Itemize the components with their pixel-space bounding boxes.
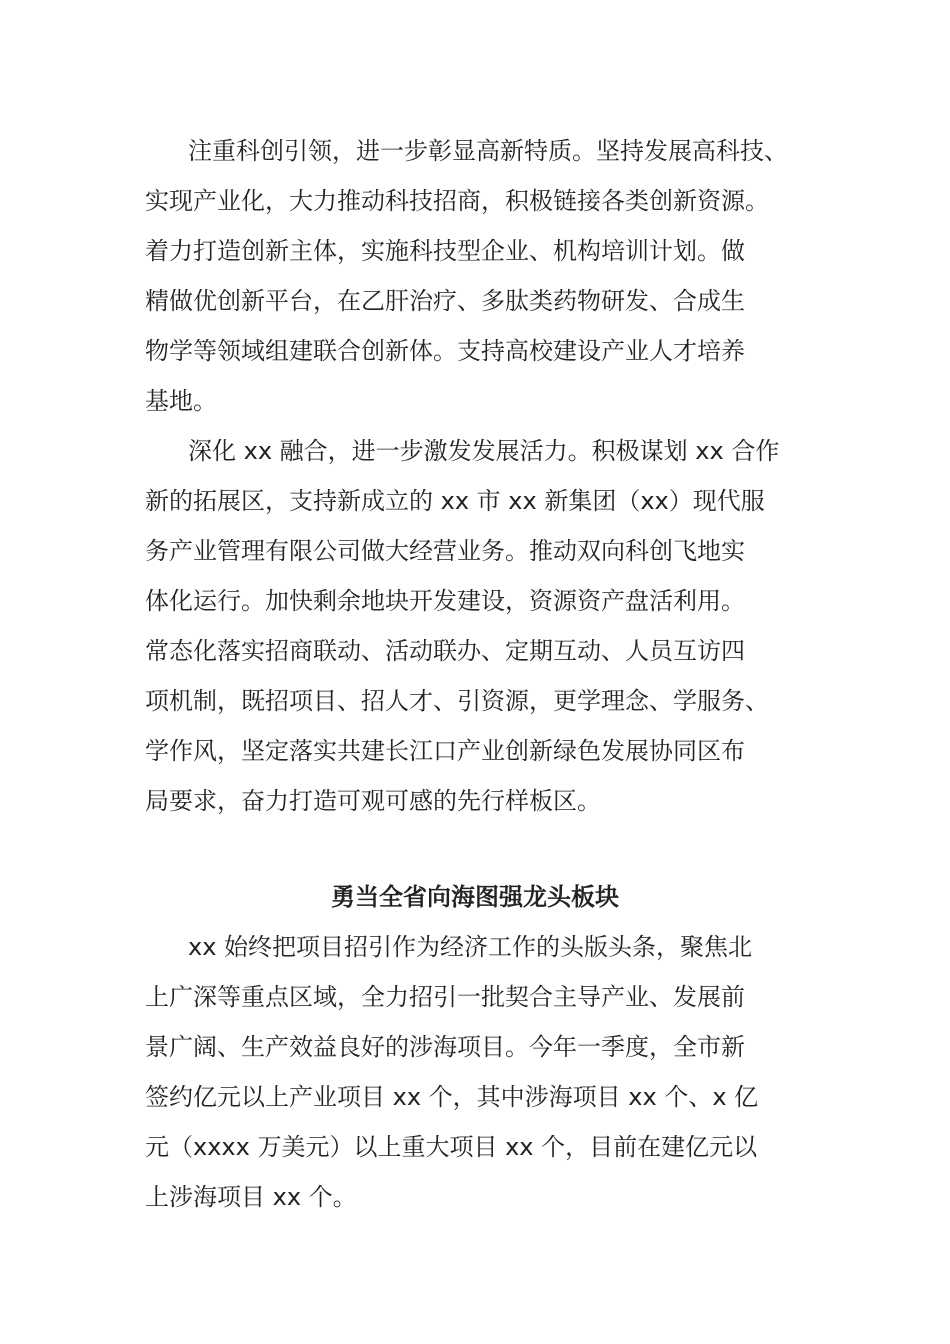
paragraph-1-line-1: 注重科创引领，进一步彰显高新特质。坚持发展高科技、 (188, 137, 788, 165)
paragraph-2-line-7: 学作风，坚定落实共建长江口产业创新绿色发展协同区布 (145, 737, 745, 765)
paragraph-1-line-4: 精做优创新平台，在乙肝治疗、多肽类药物研发、合成生 (145, 287, 745, 315)
paragraph-1-line-2: 实现产业化，大力推动科技招商，积极链接各类创新资源。 (145, 187, 769, 215)
paragraph-2-line-8: 局要求，奋力打造可观可感的先行样板区。 (145, 787, 601, 815)
paragraph-1-line-5: 物学等领域组建联合创新体。支持高校建设产业人才培养 (145, 337, 745, 365)
paragraph-3-line-1: xx 始终把项目招引作为经济工作的头版头条，聚焦北 (188, 933, 753, 961)
paragraph-2-line-3: 务产业管理有限公司做大经营业务。推动双向科创飞地实 (145, 537, 745, 565)
paragraph-3-line-5: 元（xxxx 万美元）以上重大项目 xx 个，目前在建亿元以 (145, 1133, 758, 1161)
paragraph-2-line-5: 常态化落实招商联动、活动联办、定期互动、人员互访四 (145, 637, 745, 665)
paragraph-2-line-6: 项机制，既招项目、招人才、引资源，更学理念、学服务、 (145, 687, 769, 715)
paragraph-2-line-1: 深化 xx 融合，进一步激发发展活力。积极谋划 xx 合作 (188, 437, 780, 465)
paragraph-3-line-6: 上涉海项目 xx 个。 (145, 1183, 357, 1211)
paragraph-2-line-4: 体化运行。加快剩余地块开发建设，资源资产盘活利用。 (145, 587, 745, 615)
paragraph-1-line-6: 基地。 (145, 387, 217, 415)
paragraph-3-line-3: 景广阔、生产效益良好的涉海项目。今年一季度，全市新 (145, 1033, 745, 1061)
paragraph-3-line-4: 签约亿元以上产业项目 xx 个，其中涉海项目 xx 个、x 亿 (145, 1083, 759, 1111)
paragraph-3-line-2: 上广深等重点区域，全力招引一批契合主导产业、发展前 (145, 983, 745, 1011)
section-heading: 勇当全省向海图强龙头板块 (331, 883, 619, 911)
paragraph-1-line-3: 着力打造创新主体，实施科技型企业、机构培训计划。做 (145, 237, 745, 265)
paragraph-2-line-2: 新的拓展区，支持新成立的 xx 市 xx 新集团（xx）现代服 (145, 487, 765, 515)
